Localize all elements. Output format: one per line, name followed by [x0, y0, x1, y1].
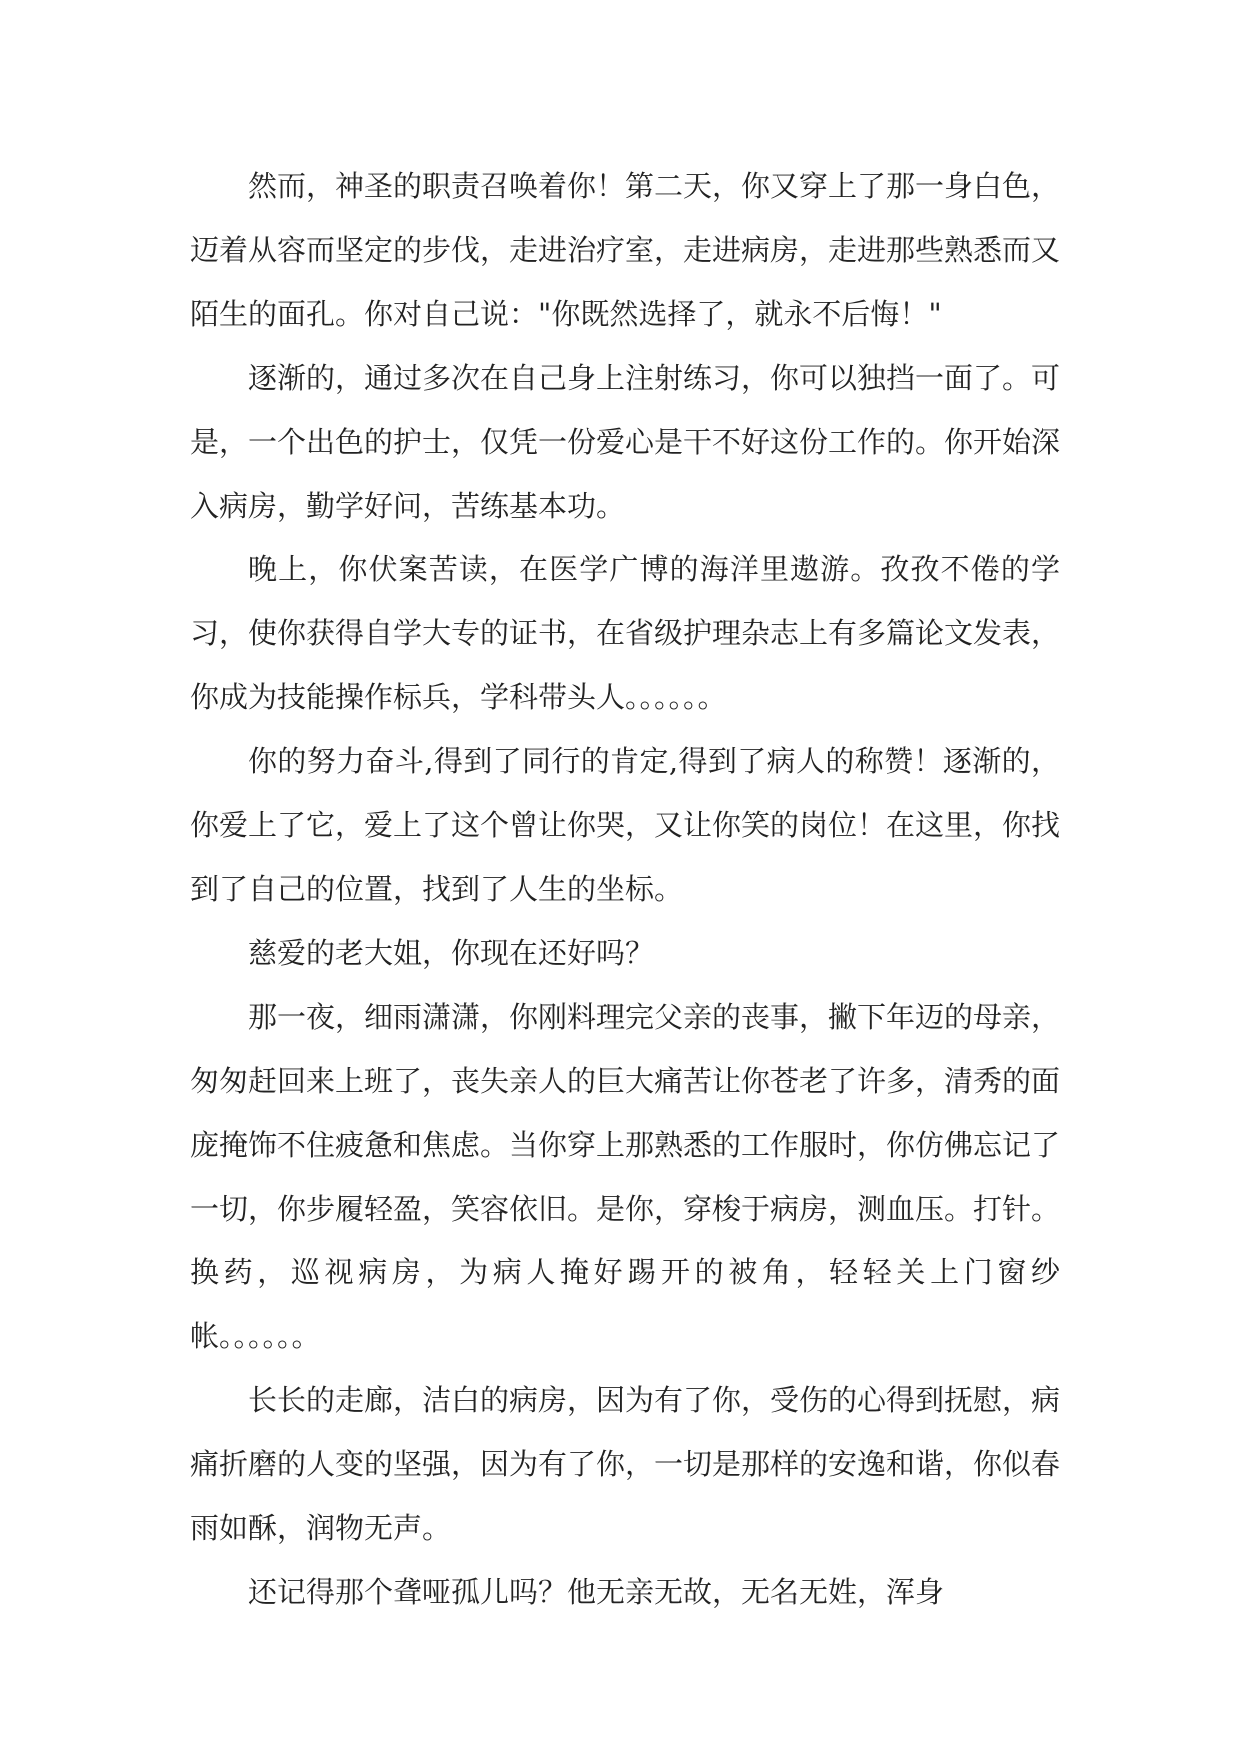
paragraph: 还记得那个聋哑孤儿吗？他无亲无故，无名无姓，浑身: [248, 1574, 945, 1609]
paragraph: 那一夜，细雨潇潇，你刚料理完父亲的丧事，撇下年迈的母亲，匆匆赶回来上班了，丧失亲人的巨大痛苦让你苍老了许多，清秀的面庞掩饰不住疲惫和焦虑。当你穿上那熟悉的工作服时，你仿佛忘记了一切，你步履轻盈，笑容依旧。是你，穿梭于病房，测血压。打针。换药，巡视病房，为病人掩好踢开的被角，轻轻关上门窗纱帐。。。。。。: [190, 999, 1061, 1354]
paragraph: 然而，神圣的职责召唤着你！第二天，你又穿上了那一身白色，迈着从容而坚定的步伐，走进治疗室，走进病房，走进那些熟悉而又陌生的面孔。你对自己说："你既然选择了，就永不后悔！": [190, 169, 1061, 331]
document-body: [190, 155, 1060, 1625]
paragraph: 慈爱的老大姐，你现在还好吗？: [248, 935, 655, 970]
paragraph: 长长的走廊，洁白的病房，因为有了你，受伤的心得到抚慰，病痛折磨的人变的坚强，因为有了你，一切是那样的安逸和谐，你似春雨如酥，润物无声。: [190, 1383, 1061, 1546]
paragraph: 晚上，你伏案苦读，在医学广博的海洋里遨游。孜孜不倦的学习，使你获得自学大专的证书，在省级护理杂志上有多篇论文发表，你成为技能操作标兵，学科带头人。。。。。。: [190, 552, 1061, 715]
paragraph: 逐渐的，通过多次在自己身上注射练习，你可以独挡一面了。可是，一个出色的护士，仅凭一份爱心是干不好这份工作的。你开始深入病房，勤学好问，苦练基本功。: [190, 360, 1061, 523]
paragraph: 你的努力奋斗,得到了同行的肯定,得到了病人的称赞！逐渐的，你爱上了它，爱上了这个曾让你哭，又让你笑的岗位！在这里，你找到了自己的位置，找到了人生的坐标。: [190, 744, 1061, 906]
